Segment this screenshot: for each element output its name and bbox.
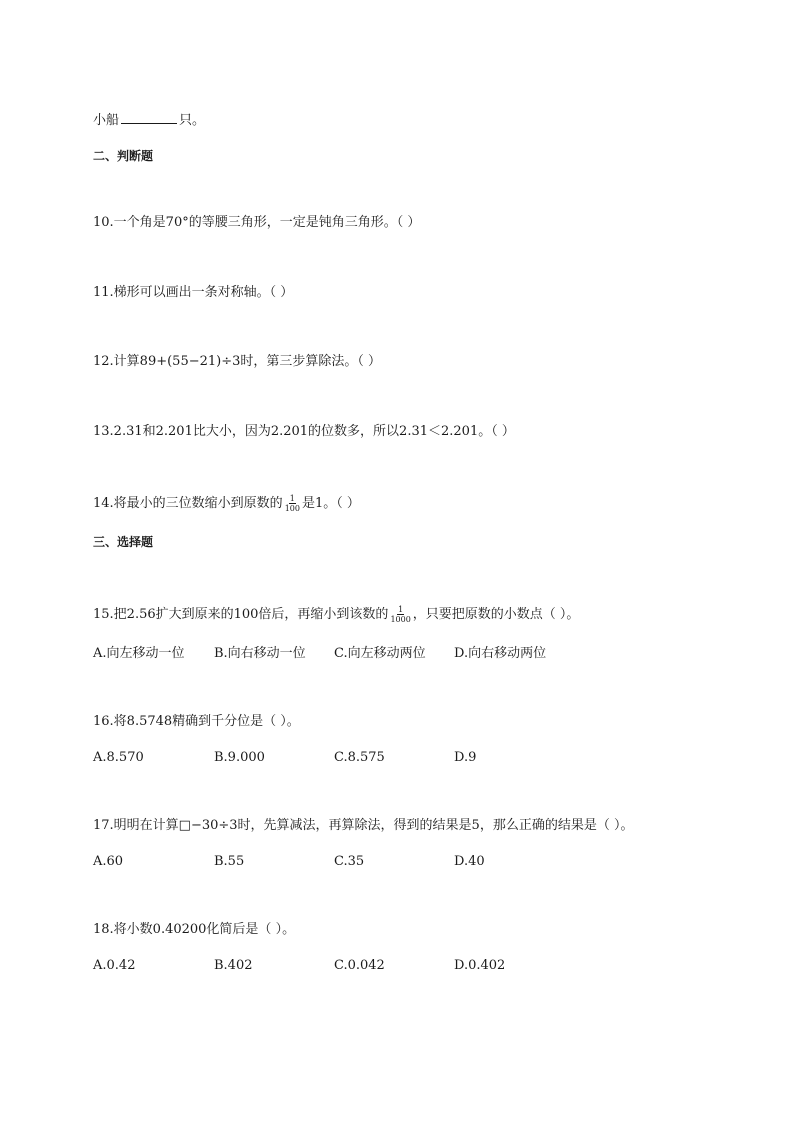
- q15-after: ，只要把原数的小数点（ ）。: [412, 607, 580, 622]
- option-c[interactable]: C.8.575: [334, 750, 385, 765]
- options-q17: [93, 853, 693, 871]
- option-c[interactable]: C.向左移动两位: [334, 646, 426, 661]
- fraction-denominator: 1000: [390, 615, 411, 624]
- q15-before: 15.把2.56扩大到原来的100倍后，再缩小到该数的: [93, 607, 389, 622]
- fraction-numerator: 1: [398, 605, 404, 614]
- answer-blank[interactable]: [121, 111, 177, 124]
- question-18: 18.将小数0.40200化简后是（ ）。: [93, 922, 296, 937]
- option-b[interactable]: B.9.000: [214, 750, 265, 765]
- question-15: [93, 605, 579, 624]
- option-b[interactable]: B.55: [214, 854, 245, 869]
- option-a[interactable]: A.8.570: [93, 750, 144, 765]
- fraction-numerator: 1: [289, 494, 295, 503]
- option-b[interactable]: B.402: [214, 958, 253, 973]
- option-b[interactable]: B.向右移动一位: [214, 646, 306, 661]
- option-d[interactable]: D.向右移动两位: [454, 646, 547, 661]
- q14-before: 14.将最小的三位数缩小到原数的: [93, 496, 283, 511]
- option-d[interactable]: D.9: [454, 750, 477, 765]
- option-c[interactable]: C.0.042: [334, 958, 385, 973]
- option-a[interactable]: A.0.42: [93, 958, 136, 973]
- question-12: 12.计算89+(55−21)÷3时，第三步算除法。（ ）: [93, 354, 382, 369]
- question-13: 13.2.31和2.201比大小，因为2.201的位数多，所以2.31＜2.201。（ ）: [93, 424, 515, 439]
- q9-prefix: 小船: [93, 113, 120, 128]
- question-14: [93, 494, 360, 513]
- section-heading-judge: 二、判断题: [93, 149, 154, 163]
- question-9-tail: [93, 111, 205, 130]
- question-16: 16.将8.5748精确到千分位是（ ）。: [93, 714, 300, 729]
- option-a[interactable]: A.60: [93, 854, 124, 869]
- option-d[interactable]: D.40: [454, 854, 485, 869]
- fraction: [284, 494, 301, 513]
- section-heading-choice: 三、选择题: [93, 535, 154, 549]
- q9-suffix: 只。: [179, 113, 206, 128]
- option-d[interactable]: D.0.402: [454, 958, 506, 973]
- options-q15: [93, 645, 693, 663]
- fraction-denominator: 100: [284, 504, 300, 513]
- question-11: 11.梯形可以画出一条对称轴。（ ）: [93, 285, 294, 300]
- options-q18: [93, 957, 693, 975]
- question-17: 17.明明在计算□−30÷3时，先算减法，再算除法，得到的结果是5，那么正确的结果是（ ）。: [93, 818, 634, 833]
- option-a[interactable]: A.向左移动一位: [93, 646, 185, 661]
- options-q16: [93, 749, 693, 767]
- q14-after: 是1。（ ）: [301, 496, 360, 511]
- option-c[interactable]: C.35: [334, 854, 365, 869]
- question-10: 10.一个角是70°的等腰三角形，一定是钝角三角形。（ ）: [93, 215, 421, 230]
- fraction: [389, 605, 411, 624]
